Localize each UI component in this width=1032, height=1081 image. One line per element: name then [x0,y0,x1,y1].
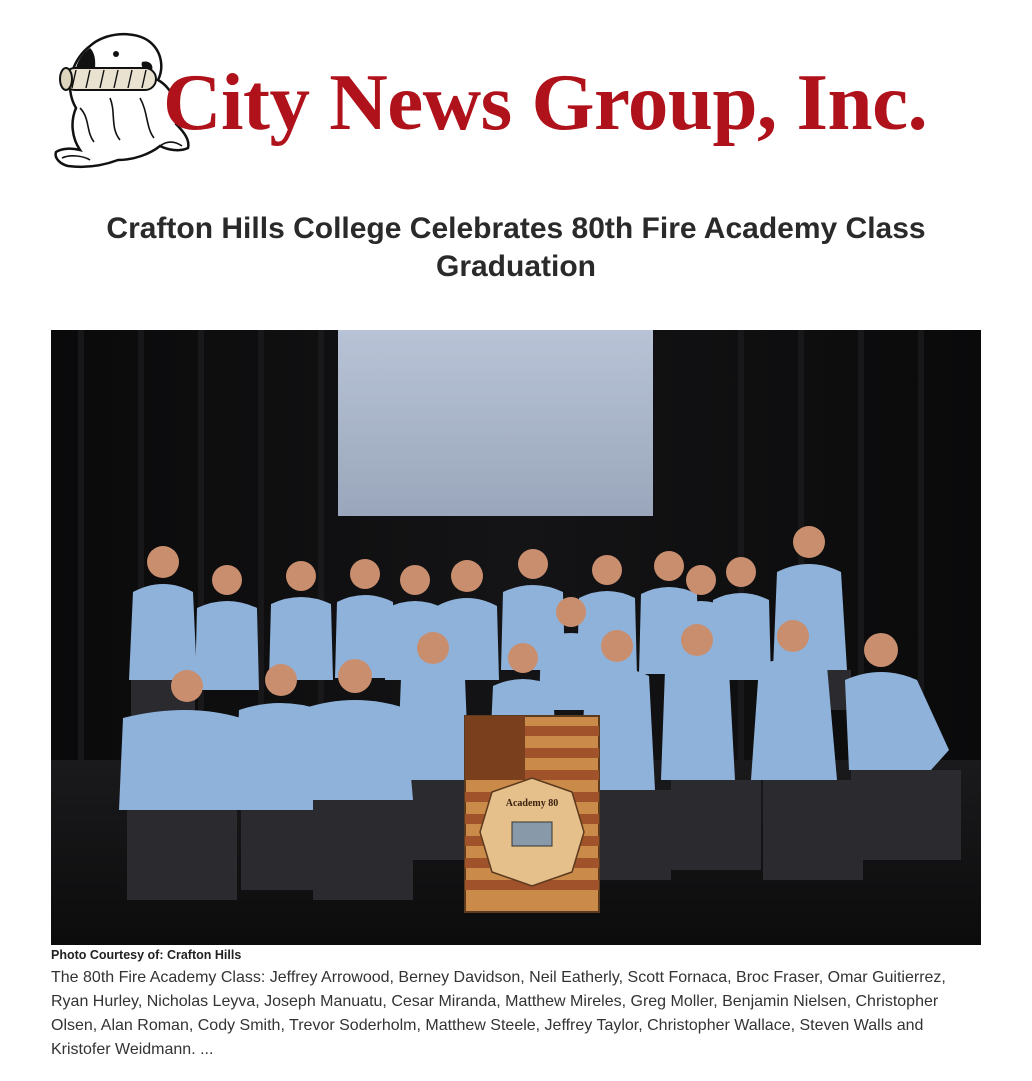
brand-name: City News Group, Inc. [163,57,928,147]
masthead [50,28,980,178]
article-headline: Crafton Hills College Celebrates 80th Fire Academy Class Graduation [106,212,926,283]
projection-screen [338,330,653,516]
article-photo [51,330,981,945]
academy-plaque [465,716,599,912]
photo-caption: The 80th Fire Academy Class: Jeffrey Arrowood, Berney Davidson, Neil Eatherly, Scott Fornaca, Broc Fraser, Omar Guitierrez, Ryan Hurley, Nicholas Leyva, Joseph Manuatu, Cesar Miranda, Matthew Mireles, Greg Moller, Benjamin Nielsen, Christopher Olsen, Alan Roman, Cody Smith, Trevor Soderholm, Matthew Steele, Jeffrey Taylor, Christopher Wallace, Steven Walls and Kristofer Weidmann. ... [51,969,946,1058]
photo-credit: Photo Courtesy of: Crafton Hills [51,948,242,962]
svg-text:Academy 80: Academy 80 [505,798,559,809]
